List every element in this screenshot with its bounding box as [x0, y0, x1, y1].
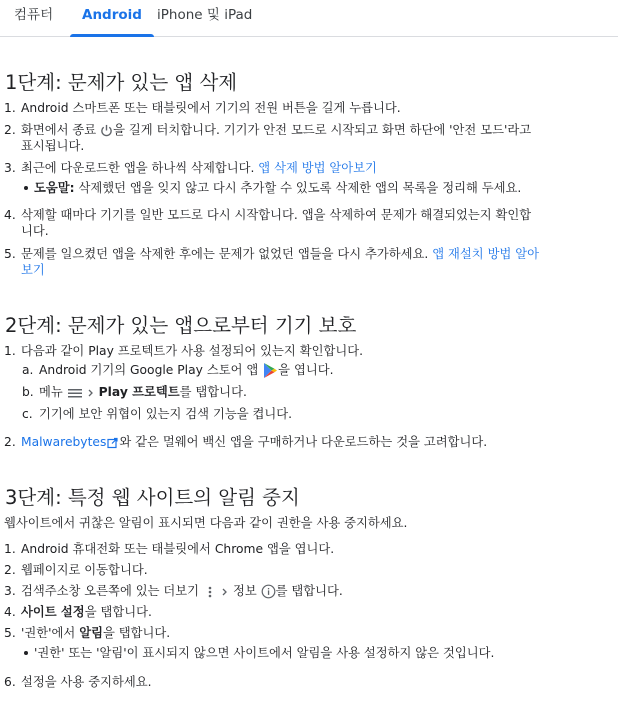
external-link-icon: [106, 437, 119, 449]
step3-item5-text-pre: '권한'에서: [21, 626, 80, 640]
notifications-label: 알림: [79, 626, 103, 640]
step3-item5-text-post: 을 탭합니다.: [102, 626, 171, 640]
step2-sub-c-text: 기기에 보안 위협이 있는지 검색 기능을 켭니다.: [39, 407, 293, 421]
site-settings-label: 사이트 설정: [21, 605, 85, 619]
tab-android-label: Android: [82, 7, 142, 23]
step2-heading: 2단계: 문제가 있는 앱으로부터 기기 보호: [5, 314, 357, 337]
tab-iphone-ipad[interactable]: iPhone 및 iPad: [157, 7, 253, 23]
list-number: 4.: [4, 208, 16, 222]
list-number: 5.: [4, 626, 16, 640]
list-number: 6.: [4, 675, 16, 689]
more-vert-icon: [203, 585, 217, 599]
list-number: 2.: [4, 435, 16, 449]
list-letter: a.: [22, 363, 34, 377]
tip-label: 도움말:: [34, 181, 75, 195]
step2-sub-b-text: 메뉴: [39, 385, 67, 399]
chevron-right-icon: [217, 586, 233, 598]
step1-item1: [4, 100, 401, 116]
step3-item3: [4, 583, 343, 599]
step3-item3-text: 검색주소창 오른쪽에 있는 더보기: [21, 584, 203, 598]
step1-heading: 1단계: 문제가 있는 앱 삭제: [5, 71, 238, 94]
tip-text: 삭제했던 앱을 잊지 않고 다시 추가할 수 있도록 삭제한 앱의 목록을 정리해 두세요.: [74, 181, 522, 195]
play-protect-label: Play 프로텍트: [98, 385, 180, 399]
platform-tabs: [0, 0, 618, 37]
step3-intro: 웹사이트에서 귀찮은 알림이 표시되면 다음과 같이 권한을 사용 중지하세요.: [4, 516, 408, 530]
step1-item2-cont: 표시됩니다.: [21, 139, 85, 153]
list-number: 3.: [4, 161, 16, 175]
info-icon: [261, 584, 276, 599]
tab-android[interactable]: [70, 0, 154, 36]
step1-tip: [34, 180, 521, 196]
step2-sub-a: [22, 362, 334, 378]
step1-item2: [4, 122, 532, 138]
step1-item2-text-pre: 화면에서 종료: [21, 123, 101, 137]
list-number: 5.: [4, 247, 16, 261]
step2-item2: [4, 434, 488, 450]
step3-item6-text: 설정을 사용 중지하세요.: [21, 675, 152, 689]
list-letter: b.: [22, 385, 34, 399]
step1-item3-text: 최근에 다운로드한 앱을 하나씩 삭제합니다.: [21, 161, 259, 175]
step1-item3: [4, 160, 377, 176]
step1-item2-text-post: 을 길게 터치합니다. 기기가 안전 모드로 시작되고 화면 하단에 '안전 모드'라고: [113, 123, 532, 137]
power-icon: [100, 124, 113, 137]
step2-item1-text: 다음과 같이 Play 프로텍트가 사용 설정되어 있는지 확인합니다.: [21, 344, 364, 358]
step3-item6: [4, 674, 152, 690]
step2-sub-b-text-post: 를 탭합니다.: [179, 385, 247, 399]
step2-sub-b: [22, 384, 247, 400]
step1-item1-text: Android 스마트폰 또는 태블릿에서 기기의 전원 버튼을 길게 누릅니다.: [21, 101, 401, 115]
step3-item1-text: Android 휴대전화 또는 태블릿에서 Chrome 앱을 엽니다.: [21, 542, 335, 556]
step2-sub-a-text: Android 기기의 Google Play 스토어 앱: [39, 363, 263, 377]
step1-item4-cont: 니다.: [21, 224, 49, 238]
step1-item5-text: 문제를 일으켰던 앱을 삭제한 후에는 문제가 없었던 앱들을 다시 추가하세요.: [21, 247, 433, 261]
list-number: 2.: [4, 123, 16, 137]
step2-item2-text: 와 같은 멀웨어 백신 앱을 구매하거나 다운로드하는 것을 고려합니다.: [119, 435, 488, 449]
step3-item2: [4, 562, 148, 578]
step3-bullet: '권한' 또는 '알림'이 표시되지 않으면 사이트에서 알림을 사용 설정하지 않은 것입니다.: [34, 646, 495, 660]
list-number: 1.: [4, 542, 16, 556]
step2-sub-a-text-post: 을 엽니다.: [278, 363, 334, 377]
reinstall-app-link[interactable]: 앱 재설치 방법 알아: [432, 247, 540, 261]
step3-item4-text: 을 탭합니다.: [84, 605, 152, 619]
step2-item1: [4, 343, 364, 359]
list-letter: c.: [22, 407, 33, 421]
step2-sub-c: [22, 406, 293, 422]
menu-icon: [67, 387, 83, 399]
step1-item5: [4, 246, 540, 262]
step3-item5: [4, 625, 171, 641]
tab-computer[interactable]: 컴퓨터: [14, 7, 54, 23]
list-number: 1.: [4, 101, 16, 115]
uninstall-app-link[interactable]: 앱 삭제 방법 알아보기: [258, 161, 377, 175]
step3-item3-text-post: 를 탭합니다.: [275, 584, 343, 598]
malwarebytes-link[interactable]: Malwarebytes: [21, 435, 107, 449]
step3-info-label: 정보: [232, 584, 261, 598]
step3-item4: [4, 604, 152, 620]
bullet-dot: [24, 651, 28, 655]
step3-item1: [4, 541, 335, 557]
google-play-icon: [262, 362, 278, 379]
chevron-right-icon: [83, 387, 99, 399]
reinstall-app-link-cont[interactable]: 보기: [21, 263, 45, 277]
active-tab-indicator: [70, 34, 154, 37]
list-number: 3.: [4, 584, 16, 598]
list-number: 2.: [4, 563, 16, 577]
step1-item4-text: 삭제할 때마다 기기를 일반 모드로 다시 시작합니다. 앱을 삭제하여 문제가 해결되었는지 확인합: [21, 208, 532, 222]
step3-heading: 3단계: 특정 웹 사이트의 알림 중지: [5, 486, 300, 509]
list-number: 4.: [4, 605, 16, 619]
step1-item4: [4, 207, 532, 223]
bullet-dot: [24, 186, 28, 190]
list-number: 1.: [4, 344, 16, 358]
step3-item2-text: 웹페이지로 이동합니다.: [21, 563, 148, 577]
